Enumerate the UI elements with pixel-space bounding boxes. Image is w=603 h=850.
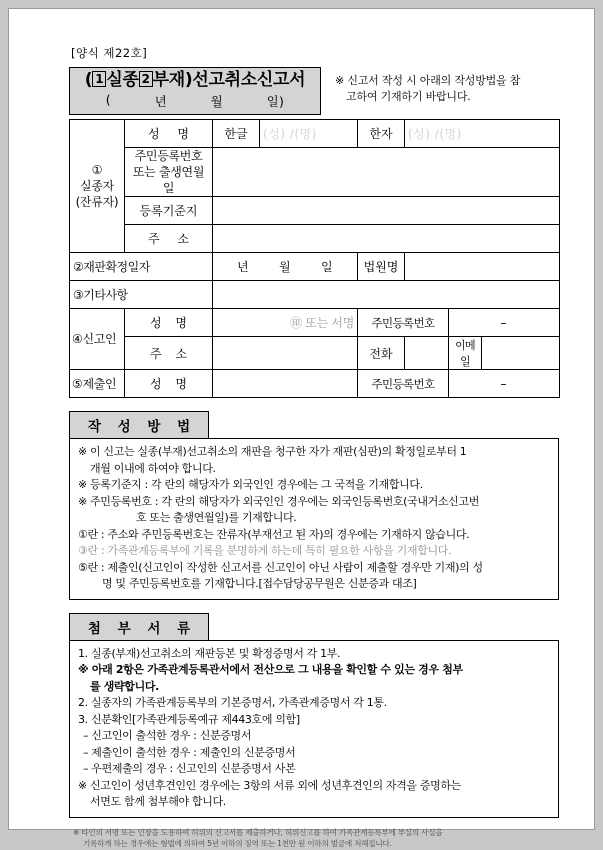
- label-reporter-rrn: 주민등록번호: [358, 309, 449, 337]
- judgment-year: 년: [236, 260, 250, 275]
- instruction-line: ※ 등록기준지 : 각 란의 해당자가 외국인인 경우에는 그 국적을 기재합니다.: [78, 478, 423, 492]
- date-year: 년: [154, 93, 167, 109]
- table-row-reporter-address: [70, 337, 560, 370]
- form-number: [양식 제22호]: [71, 46, 148, 60]
- table-row-name: [70, 119, 560, 147]
- instruction-line: – 제출인이 출석한 경우 : 제출인의 신분증명서: [83, 745, 296, 759]
- label-other: ③기타사항: [70, 281, 213, 309]
- title-word-2: 부재: [152, 70, 185, 90]
- label-rrn: [125, 147, 213, 197]
- input-submitter-rrn[interactable]: –: [449, 370, 560, 398]
- title-word-1: 실종: [106, 70, 139, 90]
- instruction-line: 호 또는 출생연월일)를 기재합니다.: [136, 511, 297, 525]
- section1-label-line1: 실종자: [80, 178, 114, 193]
- instruction-line: – 우편제출의 경우 : 신고인의 신분증명서 사본: [83, 762, 296, 776]
- date-paren-open: (: [105, 91, 111, 107]
- footer-line-1: ※ 타인의 서명 또는 인장을 도용하여 허위의 신고서를 제출하거나, 허위신고를 하여 가족관계등록부에 부실의 사실을: [73, 827, 443, 837]
- input-rrn[interactable]: [213, 147, 560, 197]
- input-reporter-rrn[interactable]: –: [449, 309, 560, 337]
- input-reporter-address[interactable]: [213, 337, 358, 370]
- table-row-registry: [70, 197, 560, 225]
- footer-line-2: 기록하게 하는 경우에는 형법에 의하여 5년 이하의 징역 또는 1천만 원 이하의 벌금에 처해집니다.: [83, 839, 392, 849]
- legal-warning-footer: [69, 827, 559, 850]
- section4-label: ④신고인: [70, 309, 125, 370]
- label-hangul: 한글: [213, 119, 260, 147]
- label-address: 주 소: [125, 225, 213, 253]
- instruction-line: ⑤란 : 제출인(신고인이 작성한 신고서를 신고인이 아닌 사람이 제출할 경우만 기재)의 성: [78, 560, 483, 574]
- judgment-day: 일: [320, 260, 334, 275]
- form-title-box: [69, 67, 321, 115]
- input-submitter-name[interactable]: [213, 370, 358, 398]
- attachment-section: [69, 613, 559, 818]
- instruction-line: 2. 실종자의 가족관계등록부의 기본증명서, 가족관계증명서 각 1통.: [78, 696, 387, 710]
- attachment-body: [69, 640, 559, 818]
- input-court[interactable]: [405, 253, 560, 281]
- title-option-1: 1: [92, 71, 106, 87]
- input-name-hanja[interactable]: (성) /(명): [405, 119, 560, 147]
- instruction-line: 3. 신분확인[가족관계등록예규 제443호에 의함]: [78, 712, 300, 726]
- note-mark: ※: [335, 74, 345, 87]
- instruction-line: ※ 이 신고는 실종(부재)선고취소의 재판을 청구한 자가 재판(심판)의 확정일로부터 1: [78, 445, 467, 459]
- label-name: 성 명: [125, 119, 213, 147]
- instruction-line: 를 생략합니다.: [90, 679, 159, 693]
- label-court: 법원명: [358, 253, 405, 281]
- input-email[interactable]: [482, 337, 560, 370]
- form-sheet: [69, 45, 559, 850]
- form-title: [70, 71, 320, 91]
- instruction-line: 명 및 주민등록번호를 기재합니다.[접수담당공무원은 신분증과 대조]: [102, 577, 417, 591]
- attachment-heading: 첨 부 서 류: [69, 613, 209, 640]
- title-option-2: 2: [139, 71, 153, 87]
- method-heading: 작 성 방 법: [69, 411, 209, 438]
- table-row-rrn: [70, 147, 560, 197]
- input-name-hangul[interactable]: (성) /(명): [260, 119, 358, 147]
- table-row-address: [70, 225, 560, 253]
- instruction-line: ③란 : 가족관계등록부에 기록을 분명하게 하는데 특히 필요한 사항을 기재합니다.: [78, 544, 452, 558]
- section1-label-num: ①: [91, 162, 103, 177]
- instruction-line: ※ 아래 2항은 가족관계등록관서에서 전산으로 그 내용을 확인할 수 있는 경우 첨부: [78, 663, 463, 677]
- input-address[interactable]: [213, 225, 560, 253]
- table-row-other: [70, 281, 560, 309]
- label-email: 이메일: [449, 337, 482, 370]
- method-section: [69, 411, 559, 600]
- input-judgment-date[interactable]: [213, 253, 358, 281]
- title-prefix: (: [84, 70, 93, 90]
- instruction-line: ①란 : 주소와 주민등록번호는 잔류자(부재선고 된 자)의 경우에는 기재하지 않습니다.: [78, 527, 470, 541]
- date-day: 일): [266, 93, 285, 109]
- table-row-submitter: [70, 370, 560, 398]
- judgment-date-ymd: [216, 258, 354, 275]
- instruction-line: ※ 신고인이 성년후견인인 경우에는 3항의 서류 외에 성년후견인의 자격을 증명하는: [78, 778, 461, 792]
- note-line-2: 고하여 기재하기 바랍니다.: [346, 89, 471, 103]
- input-reporter-name[interactable]: ㊞ 또는 서명: [213, 309, 358, 337]
- input-other[interactable]: [213, 281, 560, 309]
- document-page: [8, 8, 595, 849]
- label-judgment-date: ②재판확정일자: [70, 253, 213, 281]
- note-line-1: 신고서 작성 시 아래의 작성방법을 참: [347, 74, 521, 87]
- input-registry[interactable]: [213, 197, 560, 225]
- method-body: [69, 438, 559, 600]
- label-hanja: 한자: [358, 119, 405, 147]
- label-reporter-address: 주 소: [125, 337, 213, 370]
- label-rrn-line2: 또는 출생연월일: [132, 164, 205, 195]
- form-main-table: [69, 119, 560, 399]
- section1-label-line2: (잔류자): [75, 194, 119, 209]
- label-rrn-line1: 주민등록번호: [134, 148, 203, 163]
- date-month: 월: [210, 93, 223, 109]
- instruction-line: – 신고인이 출석한 경우 : 신분증명서: [83, 729, 252, 743]
- label-submitter-rrn: 주민등록번호: [358, 370, 449, 398]
- label-reporter-name: 성 명: [125, 309, 213, 337]
- title-instruction-note: [321, 67, 559, 115]
- label-submitter-name: 성 명: [125, 370, 213, 398]
- instruction-line: ※ 주민등록번호 : 각 란의 해당자가 외국인인 경우에는 외국인등록번호(국내거소신고번: [78, 494, 479, 508]
- instruction-line: 개월 이내에 하여야 합니다.: [90, 461, 216, 475]
- label-registry: 등록기준지: [125, 197, 213, 225]
- title-suffix: )선고취소신고서: [184, 70, 306, 90]
- input-phone[interactable]: [405, 337, 449, 370]
- title-row: [69, 67, 559, 115]
- section1-label: [70, 119, 125, 253]
- judgment-month: 월: [278, 260, 292, 275]
- instruction-line: 서면도 함께 첨부해야 합니다.: [90, 795, 226, 809]
- table-row-reporter-name: [70, 309, 560, 337]
- table-row-judgment-date: [70, 253, 560, 281]
- section5-label: ⑤제출인: [70, 370, 125, 398]
- label-phone: 전화: [358, 337, 405, 370]
- form-title-date: [70, 92, 320, 110]
- instruction-line: 1. 실종(부재)선고취소의 재판등본 및 확정증명서 각 1부.: [78, 646, 341, 660]
